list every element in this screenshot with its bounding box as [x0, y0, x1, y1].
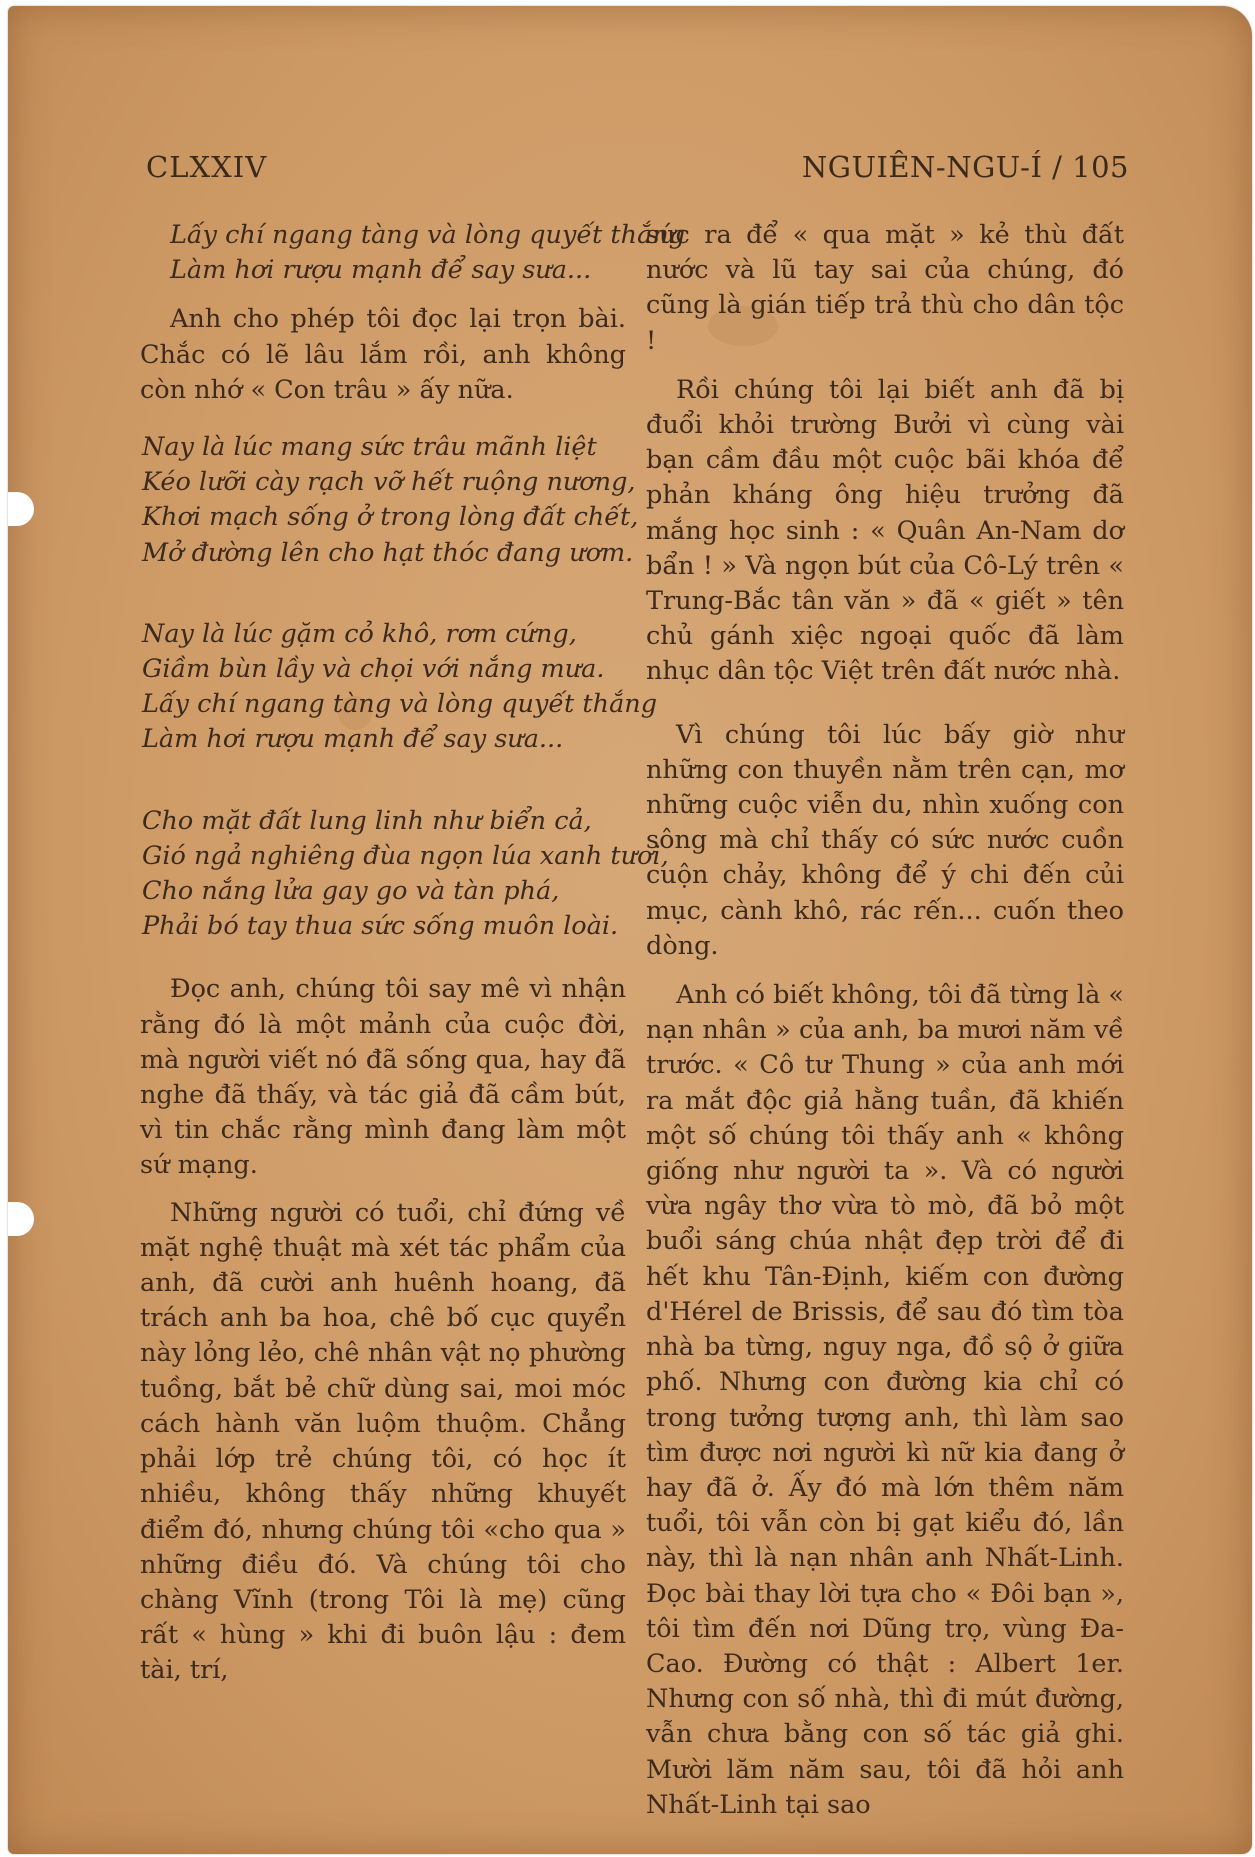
binding-hole	[8, 1202, 34, 1236]
poem-stanza	[140, 430, 639, 571]
paragraph: Những người có tuổi, chỉ đứng về mặt nghệ thuật mà xét tác phẩm của anh, đã cười anh huênh hoang, đã trách anh ba hoa, chê bố cục quyển này lỏng lẻo, chê nhân vật nọ phường tuồng, bắt bẻ chữ dùng sai, moi móc cách hành văn luộm thuộm. Chẳng phải lớp trẻ chúng tôi, có học ít nhiều, không thấy những khuyết điểm đó, nhưng chúng tôi «cho qua » những điều đó. Và chúng tôi cho chàng Vĩnh (trong Tôi là mẹ) cũng rất « hùng » khi đi buôn lậu : đem tài, trí,	[140, 1197, 626, 1686]
right-column	[646, 218, 1124, 1835]
verse-line: Lấy chí ngang tàng và lòng quyết thắng	[142, 689, 658, 720]
paragraph: Anh có biết không, tôi đã từng là « nạn nhân » của anh, ba mươi năm về trước. « Cô tư Thung » của anh mới ra mắt độc giả hằng tuần, đã khiến một số chúng tôi thấy anh « không giống như người ta ». Và có người vừa ngây thơ vừa tò mò, đã bỏ một buổi sáng chúa nhật đẹp trời để đi hết khu Tân-Định, kiếm con đường d'Hérel de Brissis, để sau đó tìm tòa nhà ba từng, nguy nga, đồ sộ ở giữa phố. Nhưng con đường kia chỉ có trong tưởng tượng anh, thì làm sao tìm được nơi người kì nữ kia đang ở hay đã ở. Ấy đó mà lớn thêm năm tuổi, tôi vẫn còn bị gạt kiểu đó, lần này, thì là nạn nhân anh Nhất-Linh. Đọc bài thay lời tựa cho « Đôi bạn », tôi tìm đến nơi Dũng trọ, vùng Đa-Cao. Đường có thật : Albert 1er. Nhưng con số nhà, thì đi mút đường, vẫn chưa bằng con số tác giả ghi. Mười lăm năm sau, tôi đã hỏi anh Nhất-Linh tại sao	[646, 980, 1124, 1820]
paragraph: Vì chúng tôi lúc bấy giờ như những con thuyền nằm trên cạn, mơ những cuộc viễn du, nhìn xuống con sông mà chỉ thấy có sức nước cuồn cuộn chảy, không để ý chi đến củi mục, cành khô, rác rến... cuốn theo dòng.	[646, 719, 1124, 961]
verse-line: Phải bó tay thua sức sống muôn loài.	[142, 911, 619, 942]
poem-stanza	[140, 617, 658, 758]
verse-line: Kéo lưỡi cày rạch vỡ hết ruộng nương,	[142, 467, 636, 498]
chapter-number: CLXXIV	[146, 150, 268, 184]
verse-line: Làm hơi rượu mạnh để say sưa...	[170, 255, 592, 286]
verse-line: Nay là lúc gặm cỏ khô, rơm cứng,	[142, 618, 577, 649]
paragraph: Đọc anh, chúng tôi say mê vì nhận rằng đó là một mảnh của cuộc đời, mà người viết nó đã sống qua, hay đã nghe đã thấy, và tác giả đã cầm bút, vì tin chắc rằng mình đang làm một sứ mạng.	[140, 974, 626, 1181]
verse-line: Nay là lúc mang sức trâu mãnh liệt	[142, 432, 597, 463]
paragraph: Anh cho phép tôi đọc lại trọn bài. Chắc có lẽ lâu lắm rồi, anh không còn nhớ « Con trâu » ấy nữa.	[140, 304, 626, 405]
verse-line: Khơi mạch sống ở trong lòng đất chết,	[142, 502, 639, 533]
paragraph: Rồi chúng tôi lại biết anh đã bị đuổi khỏi trường Bưởi vì cùng vài bạn cầm đầu một cuộc bãi khóa để phản kháng ông hiệu trưởng đã mắng học sinh : « Quân An-Nam dơ bẩn ! » Và ngọn bút của Cô-Lý trên « Trung-Bắc tân văn » đã « giết » tên chủ gánh xiệc ngoại quốc đã làm nhục dân tộc Việt trên đất nước nhà.	[646, 374, 1124, 687]
poem-stanza	[140, 804, 669, 945]
verse-line: Gió ngả nghiêng đùa ngọn lúa xanh tươi,	[142, 840, 669, 871]
paragraph: sức ra để « qua mặt » kẻ thù đất nước và lũ tay sai của chúng, đó cũng là gián tiếp trả thù cho dân tộc !	[646, 220, 1124, 356]
verse-line: Cho mặt đất lung linh như biển cả,	[142, 805, 592, 836]
running-title-page-number: NGUIÊN-NGU-Í / 105	[801, 150, 1129, 184]
verse-line: Lấy chí ngang tàng và lòng quyết thắng	[170, 220, 686, 250]
page-header	[0, 150, 1255, 190]
left-column	[140, 218, 686, 1701]
opening-verse	[140, 218, 686, 288]
verse-line: Giầm bùn lầy và chọi với nắng mưa.	[142, 654, 605, 685]
verse-line: Làm hơi rượu mạnh để say sưa...	[142, 724, 564, 755]
binding-hole	[8, 492, 34, 526]
verse-line: Mở đường lên cho hạt thóc đang ươm.	[142, 537, 634, 568]
verse-line: Cho nắng lửa gay go và tàn phá,	[142, 876, 560, 907]
